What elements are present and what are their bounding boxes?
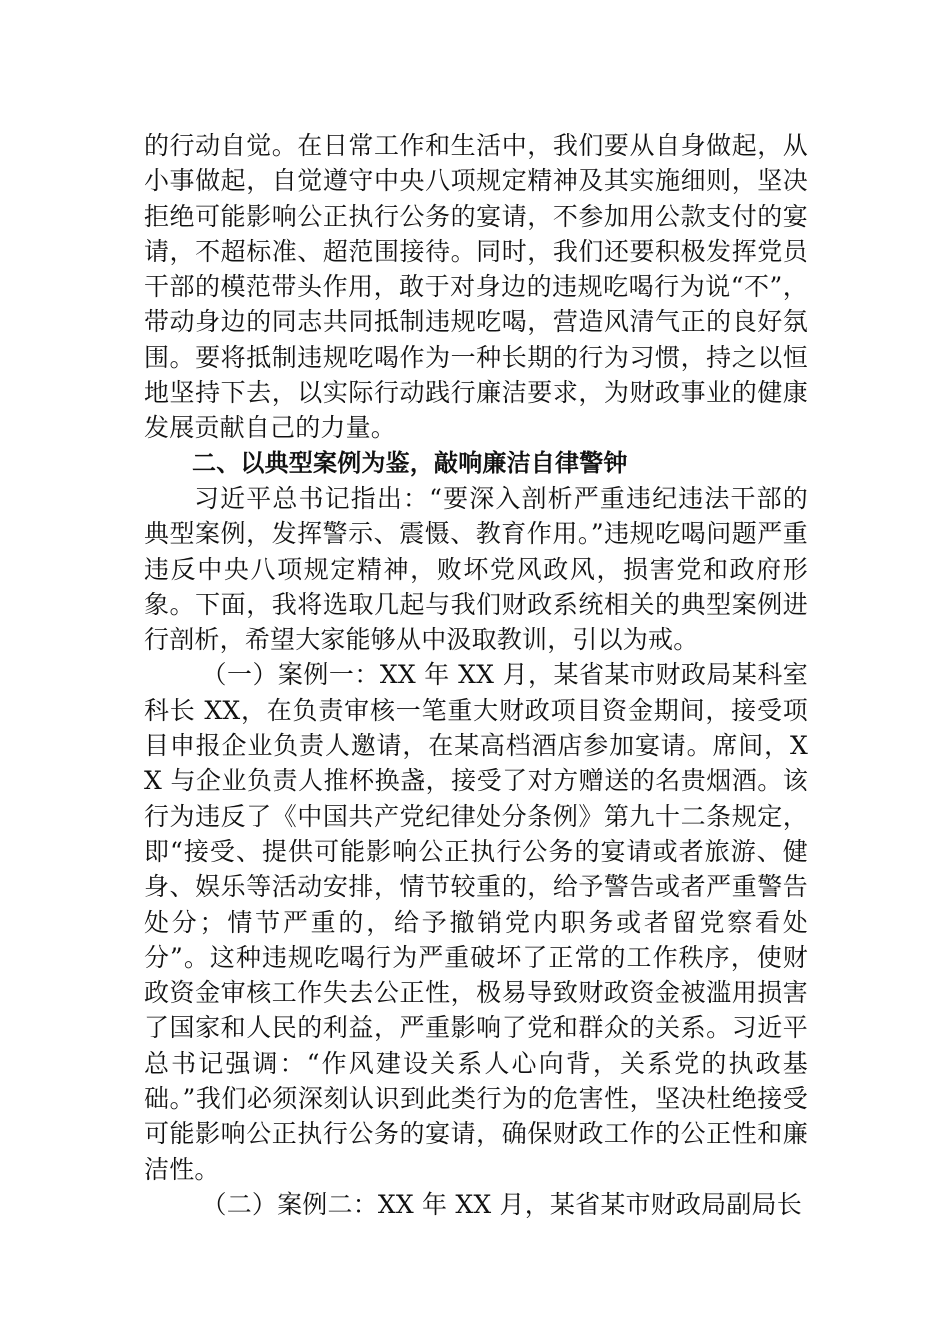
document-body: [144, 128, 808, 1222]
paragraph-continued: 的行动自觉。在日常工作和生活中，我们要从自身做起，从小事做起，自觉遵守中央八项规定精神及其实施细则，坚决拒绝可能影响公正执行公务的宴请，不参加用公款支付的宴请，不超标准、超范围接待。同时，我们还要积极发挥党员干部的模范带头作用，敢于对身边的违规吃喝行为说“不”，带动身边的同志共同抵制违规吃喝，营造风清气正的良好氛围。要将抵制违规吃喝作为一种长期的行为习惯，持之以恒地坚持下去，以实际行动践行廉洁要求，为财政事业的健康发展贡献自己的力量。: [144, 131, 808, 443]
paragraph-case-two: （二）案例二：XX 年 XX 月，某省某市财政局副局长: [201, 1189, 802, 1219]
paragraph-case-one: （一）案例一：XX 年 XX 月，某省某市财政局某科室科长 XX，在负责审核一笔重大财政项目资金期间，接受项目申报企业负责人邀请，在某高档酒店参加宴请。席间，XX 与企业负责人推杯换盏，接受了对方赠送的名贵烟酒。该行为违反了《中国共产党纪律处分条例》第九十二条规定，即“接受、提供可能影响公正执行公务的宴请或者旅游、健身、娱乐等活动安排，情节较重的，给予警告或者严重警告处分；情节严重的，给予撤销党内职务或者留党察看处分”。这种违规吃喝行为严重破坏了正常的工作秩序，使财政资金审核工作失去公正性，极易导致财政资金被滥用损害了国家和人民的利益，严重影响了党和群众的关系。习近平总书记强调：“作风建设关系人心向背，关系党的执政基础。”我们必须深刻认识到此类行为的危害性，坚决杜绝接受可能影响公正执行公务的宴请，确保财政工作的公正性和廉洁性。: [144, 660, 808, 1184]
section-heading: 二、以典型案例为鉴，敲响廉洁自律警钟: [192, 448, 628, 477]
paragraph-intro-cases: 习近平总书记指出：“要深入剖析严重违纪违法干部的典型案例，发挥警示、震慑、教育作用。”违规吃喝问题严重违反中央八项规定精神，败坏党风政风，损害党和政府形象。下面，我将选取几起与我们财政系统相关的典型案例进行剖析，希望大家能够从中汲取教训，引以为戒。: [144, 483, 808, 655]
